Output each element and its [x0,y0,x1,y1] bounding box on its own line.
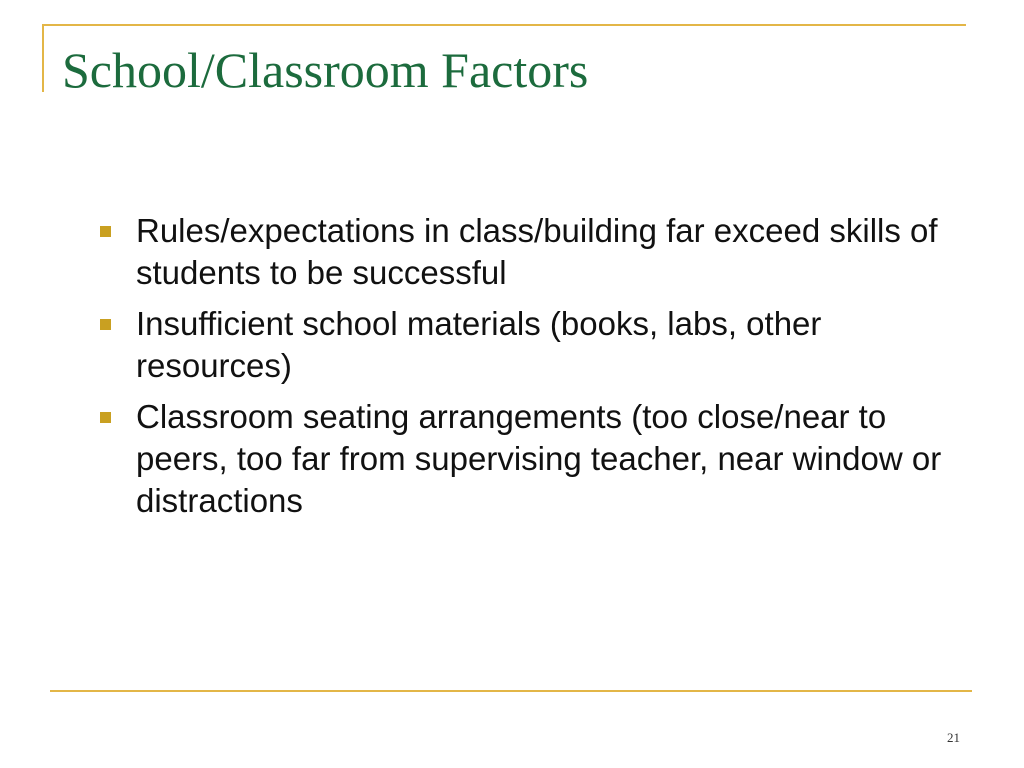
bullet-list [100,210,980,531]
bullet-item [100,303,980,387]
left-border-line [42,24,44,92]
slide-title: School/Classroom Factors [62,42,589,98]
bullet-text: Classroom seating arrangements (too close/near to peers, too far from supervising teacher, near window or distractions [136,398,942,519]
top-border-line [42,24,966,26]
bullet-text: Rules/expectations in class/building far exceed skills of students to be successful [136,212,938,291]
bullet-text: Insufficient school materials (books, labs, other resources) [136,305,822,384]
square-bullet-icon [100,412,111,423]
square-bullet-icon [100,319,111,330]
footer-divider [50,690,972,692]
bullet-item [100,210,980,294]
bullet-item [100,396,980,522]
page-number: 21 [947,730,960,745]
square-bullet-icon [100,226,111,237]
